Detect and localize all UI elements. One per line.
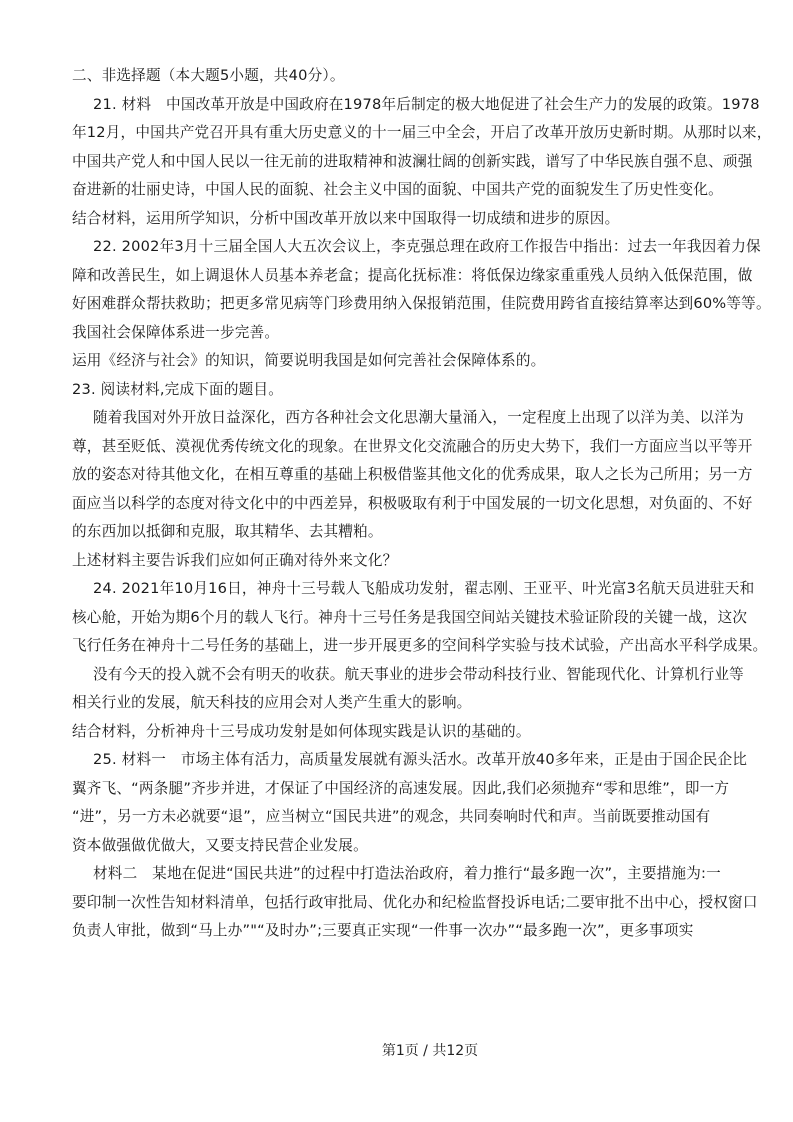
q25-line-1: 25. 材料一 市场主体有活力，高质量发展就有源头活水。改革开放40多年来，正是由于国企民企比 — [93, 751, 748, 768]
q24-line-4: 没有今天的投入就不会有明天的收获。航天事业的进步会带动科技行业、智能现代化、计算机行业等 — [93, 666, 744, 683]
q24-line-1: 24. 2021年10月16日，神舟十三号载人飞船成功发射，翟志刚、王亚平、叶光富3名航天员进驻天和 — [93, 580, 755, 597]
q21-line-4: 奋进新的壮丽史诗，中国人民的面貌、社会主义中国的面貌、中国共产党的面貌发生了历史性变化。 — [72, 181, 723, 198]
q23-line-5: 的东西加以抵御和克服，取其精华、去其糟粕。 — [72, 523, 383, 540]
q23-line-4: 面应当以科学的态度对待文化中的中西差异，积极吸取有利于中国发展的一切文化思想，对负面的、不好 — [72, 495, 753, 512]
q23-line-1: 随着我国对外开放日益深化，西方各种社会文化思潮大量涌入，一定程度上出现了以洋为美、以洋为 — [93, 409, 744, 426]
q21-line-3: 中国共产党人和中国人民以一往无前的进取精神和波澜壮阔的创新实践，谱写了中华民族自强不息、顽强 — [72, 153, 753, 170]
q23-line-2: 尊，甚至贬低、漠视优秀传统文化的现象。在世界文化交流融合的历史大势下，我们一方面应当以平等开 — [72, 438, 753, 455]
q22-line-2: 障和改善民生，如上调退休人员基本养老盒；提高化抚标准：将低保边缘家重重残人员纳入低保范围，做 — [72, 267, 753, 284]
q23-heading: 23. 阅读材料,完成下面的题目。 — [72, 381, 284, 398]
q24-prompt: 结合材料，分析神舟十三号成功发射是如何体现实践是认识的基础的。 — [72, 723, 531, 740]
q25-material2-line-2: 要印制一次性告知材料清单，包括行政审批局、优化办和纪检监督投诉电话;二要审批不出中心，授权窗口 — [72, 894, 758, 911]
q22-prompt: 运用《经济与社会》的知识，简要说明我国是如何完善社会保障体系的。 — [72, 352, 546, 369]
q25-material2-line-3: 负责人审批，做到“马上办”"“及时办”;三要真正实现“一件事一次办”“最多跑一次”，更多事项实 — [72, 922, 694, 939]
q25-material2-line-1: 材料二 某地在促进“国民共进”的过程中打造法治政府，着力推行“最多跑一次”，主要措施为:一 — [93, 865, 721, 882]
q21-line-2: 年12月，中国共产党召开具有重大历史意义的十一届三中全会，开启了改革开放历史新时期。从那时以来， — [72, 124, 772, 141]
q25-line-4: 资本做强做优做大，又要支持民营企业发展。 — [72, 837, 368, 854]
q24-line-3: 飞行任务在神舟十二号任务的基础上，进一步开展更多的空间科学实验与技术试验，产出高水平科学成果。 — [72, 637, 768, 654]
q25-line-2: 翼齐飞、“两条腿”齐步并进，才保证了中国经济的高速发展。因此,我们必须抛弃“零和思维”，即一方 — [72, 780, 730, 797]
section-heading: 二、非选择题（本大题5小题，共40分）。 — [72, 67, 345, 84]
q23-line-3: 放的姿态对待其他文化，在相互尊重的基础上积极借鉴其他文化的优秀成果，取人之长为己所用；另一方 — [72, 466, 753, 483]
q23-prompt: 上述材料主要告诉我们应如何正确对待外来文化？ — [72, 552, 398, 569]
q22-line-1: 22. 2002年3月十三届全国人大五次会议上，李克强总理在政府工作报告中指出：过去一年我因着力保 — [93, 238, 761, 255]
q22-line-4: 我国社会保障体系进一步完善。 — [72, 324, 280, 341]
q21-line-1: 21. 材料 中国改革开放是中国政府在1978年后制定的极大地促进了社会生产力的发展的政策。1978 — [93, 96, 760, 113]
page-number-footer: 第1页 / 共12页 — [381, 1043, 479, 1059]
q22-line-3: 好困难群众帮扶救助；把更多常见病等门珍费用纳入保报销范围，佳院费用跨省直接结算率达到60%等等。 — [72, 295, 771, 312]
q25-line-3: “进”，另一方未必就要“退”，应当树立“国民共进”的观念，共同奏响时代和声。当前既要推动国有 — [72, 808, 711, 825]
q24-line-2: 核心舱，开始为期6个月的载人飞行。神舟十三号任务是我国空间站关键技术验证阶段的关键一战，这次 — [72, 609, 748, 626]
q21-prompt: 结合材料，运用所学知识，分析中国改革开放以来中国取得一切成绩和进步的原因。 — [72, 210, 620, 227]
q24-line-5: 相关行业的发展，航天科技的应用会对人类产生重大的影响。 — [72, 694, 472, 711]
